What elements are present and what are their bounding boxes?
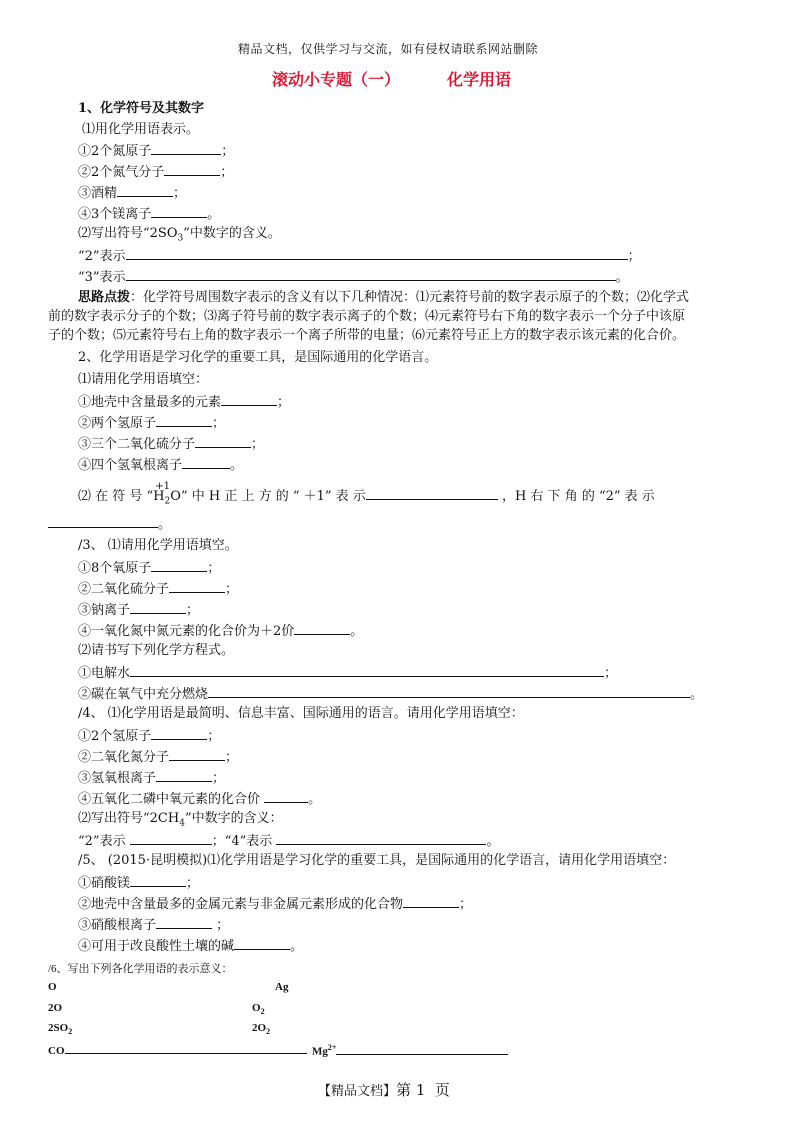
answer-blank[interactable] [294, 622, 350, 635]
answer-blank[interactable] [117, 184, 173, 197]
item-label: ①硝酸镁 [78, 876, 131, 891]
fill-item: ④可用于改良酸性土壤的碱 。 [78, 939, 304, 954]
item-label: ②地壳中含量最多的金属元素与非金属元素形成的化合物 [78, 897, 404, 912]
item-label: “3”表示 [78, 270, 126, 285]
fill-item: ②2个氮气分子 ； [78, 165, 234, 180]
item-label: ②两个氢原子 [78, 416, 157, 431]
item-label: “2”表示 [78, 834, 126, 849]
answer-blank[interactable] [151, 559, 207, 572]
fill-item: ③氢氧根离子 ； [78, 771, 226, 786]
fill-item: ④五氧化二磷中氧元素的化合价 。 [78, 792, 322, 807]
answer-blank[interactable] [65, 1043, 307, 1054]
item-label: ①2个氮原子 [78, 144, 152, 159]
question-text: ⑴请用化学用语填空： [78, 372, 209, 387]
answer-blank[interactable] [276, 832, 486, 845]
item-label: ①2个氢原子 [78, 729, 152, 744]
item-label: ；“4”表示 [211, 834, 273, 849]
item-label: ②二氧化氮分子 [78, 750, 170, 765]
page-number: 1 [415, 1081, 426, 1099]
symbol-label: $2SO_2$ [48, 1022, 73, 1037]
fill-item: ①2个氢原子 ； [78, 729, 221, 744]
symbol-label: $Mg^{2+}$ [312, 1043, 508, 1058]
answer-blank[interactable] [130, 664, 604, 677]
fill-item: ②两个氢原子 ； [78, 416, 226, 431]
tip-line: 思路点拨：化学符号周围数字表示的含义有以下几种情况：⑴元素符号前的数字表示原子的个数；⑵化学式 [78, 290, 690, 305]
answer-blank[interactable] [221, 393, 277, 406]
answer-blank[interactable] [156, 916, 212, 929]
item-label: ③酒精 [78, 186, 118, 201]
answer-blank[interactable] [264, 790, 308, 803]
question-text: ⑵写出符号“$2CH_4$”中数字的含义： [78, 811, 283, 829]
fill-item: ①硝酸镁 ； [78, 876, 200, 891]
fill-item: ④四个氢氧根离子 。 [78, 458, 244, 473]
item-label: ③氢氧根离子 [78, 771, 157, 786]
answer-blank[interactable] [151, 727, 207, 740]
answer-blank[interactable] [366, 487, 498, 500]
fill-item: ①2个氮原子 ； [78, 144, 235, 159]
fill-item: ①8个氧原子 ； [78, 561, 221, 576]
fill-item: “3”表示 。 [78, 270, 629, 285]
fill-item: 。 [48, 515, 171, 533]
section-3-heading: /3、 ⑴请用化学用语填空。 [78, 538, 238, 553]
item-label: ②2个氮气分子 [78, 165, 165, 180]
fill-item: “2”表示 ；“4”表示 。 [78, 834, 500, 849]
item-label: ①电解水 [78, 666, 131, 681]
item-label: ③钠离子 [78, 603, 131, 618]
answer-blank[interactable] [156, 769, 212, 782]
fill-item: ①地壳中含量最多的元素 ； [78, 395, 291, 410]
item-label: ①地壳中含量最多的元素 [78, 395, 222, 410]
answer-blank[interactable] [130, 874, 186, 887]
item-label: ④五氧化二磷中氧元素的化合价 [78, 792, 261, 807]
item-label: ③三个二氧化硫分子 [78, 437, 196, 452]
page-footer: 【精品文档】第 1 页 [318, 1081, 450, 1099]
answer-blank[interactable] [182, 456, 230, 469]
item-label: ④四个氢氧根离子 [78, 458, 183, 473]
answer-blank[interactable] [403, 895, 459, 908]
fill-item: ①电解水 ； [78, 666, 618, 681]
answer-blank[interactable] [195, 435, 251, 448]
fill-item: ③钠离子 ； [78, 603, 200, 618]
page-title: 滚动小专题（一） [272, 70, 401, 89]
section-4-heading: /4、 ⑴化学用语是最简明、信息丰富、国际通用的语言。请用化学用语填空： [78, 706, 524, 721]
answer-blank[interactable] [164, 163, 220, 176]
answer-blank[interactable] [156, 414, 212, 427]
answer-blank[interactable] [48, 515, 158, 528]
item-label: “2”表示 [78, 249, 126, 264]
fill-item: ③硝酸根离子 ； [78, 918, 230, 933]
fill-item: ④一氧化氮中氮元素的化合价为＋2价 。 [78, 624, 364, 639]
symbol-label: Ag [275, 981, 289, 993]
fill-item: ④3个镁离子 。 [78, 207, 221, 222]
fill-item: ②二氧化氮分子 ； [78, 750, 239, 765]
item-label: ③硝酸根离子 [78, 918, 157, 933]
answer-blank[interactable] [130, 601, 186, 614]
fill-item: ②地壳中含量最多的金属元素与非金属元素形成的化合物 ； [78, 897, 473, 912]
item-label: ④一氧化氮中氮元素的化合价为＋2价 [78, 624, 295, 639]
question-text: ⑴用化学用语表示。 [82, 122, 200, 137]
fill-item: ②二氧化硫分子 ； [78, 582, 239, 597]
fill-item: ②碳在氧气中充分燃烧 。 [78, 687, 704, 702]
item-label: ②碳在氧气中充分燃烧 [78, 687, 209, 702]
answer-blank[interactable] [336, 1044, 508, 1055]
tip-line: 子的个数；⑸元素符号右上角的数字表示一个离子所带的电量；⑹元素符号正上方的数字表示该元素的化合价。 [48, 328, 686, 343]
symbol-label: CO [48, 1043, 307, 1057]
section-5-heading: /5、 (2015·昆明模拟)⑴化学用语是学习化学的重要工具，是国际通用的化学语言，请用化学用语填空： [78, 853, 676, 868]
answer-blank[interactable] [126, 268, 616, 281]
fill-item: ③三个二氧化硫分子 ； [78, 437, 265, 452]
answer-blank[interactable] [126, 247, 628, 260]
tip-label: 思路点拨 [78, 290, 131, 305]
question-text: ⑵请书写下列化学方程式。 [78, 643, 235, 658]
footer-label: 【精品文档】 [318, 1084, 397, 1099]
answer-blank[interactable] [130, 832, 212, 845]
page-title-topic: 化学用语 [447, 70, 512, 89]
page-header: 精品文档，仅供学习与交流，如有侵权请联系网站删除 [238, 42, 539, 56]
item-label: ④3个镁离子 [78, 207, 152, 222]
item-label: ④可用于改良酸性土壤的碱 [78, 939, 235, 954]
item-label: ②二氧化硫分子 [78, 582, 170, 597]
section-2-heading: 2、化学用语是学习化学的重要工具，是国际通用的化学语言。 [78, 350, 438, 365]
section-1-heading: 1、化学符号及其数字 [78, 101, 205, 116]
answer-blank[interactable] [151, 142, 221, 155]
answer-blank[interactable] [234, 937, 290, 950]
section-6-heading: /6、写出下列各化学用语的表示意义： [48, 963, 233, 975]
symbol-label: O [48, 981, 57, 993]
answer-blank[interactable] [169, 748, 225, 761]
symbol-label: $O_2$ [252, 1002, 265, 1017]
question-text: ⑵写出符号“$2SO_3$”中数字的含义。 [78, 226, 281, 244]
item-label: ①8个氧原子 [78, 561, 152, 576]
symbol-label: 2O [48, 1002, 63, 1014]
question-text: ⑵ 在 符 号 “ +1 $H_2O$” 中 H 正 上 方 的 “ ＋1” 表 示 ，H 右 下 角 的 “2” 表 示 [78, 481, 655, 507]
answer-blank[interactable] [208, 685, 690, 698]
fill-item: “2”表示 ； [78, 249, 641, 264]
fill-item: ③酒精 ； [78, 186, 187, 201]
answer-blank[interactable] [151, 205, 207, 218]
answer-blank[interactable] [169, 580, 225, 593]
symbol-label: $2O_2$ [252, 1022, 271, 1037]
tip-line: 前的数字表示分子的个数；⑶离子符号前的数字表示离子的个数；⑷元素符号右下角的数字表示一个分子中该原 [48, 309, 686, 324]
